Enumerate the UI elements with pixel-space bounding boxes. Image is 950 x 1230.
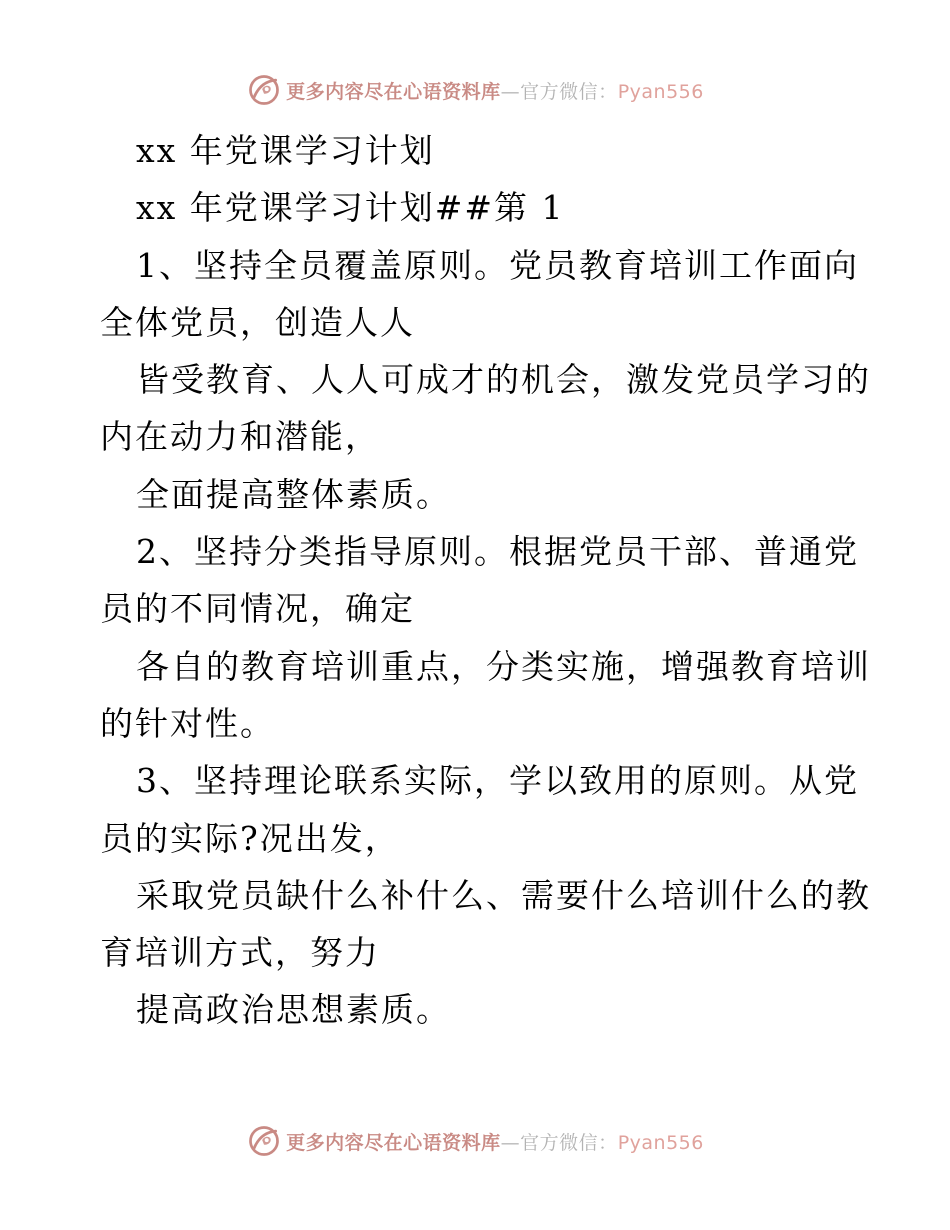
paragraph-line: 皆受教育、人人可成才的机会，激发党员学习的 (136, 360, 871, 400)
watermark-separator: — (500, 1131, 521, 1154)
watermark-text (286, 77, 704, 104)
paragraph-line: 全面提高整体素质。 (136, 474, 451, 514)
paragraph-line: 员的实际?况出发， (100, 818, 400, 858)
paragraph-line: 采取党员缺什么补什么、需要什么培训什么的教 (136, 875, 871, 915)
watermark-label: 官方微信： (520, 1131, 618, 1154)
paragraph-line: 育培训方式，努力 (100, 933, 380, 973)
watermark-main-text: 更多内容尽在心语资料库 (286, 80, 501, 103)
watermark-wechat-id: Pyan556 (617, 1131, 704, 1154)
paragraph-line: 内在动力和潜能， (100, 417, 380, 457)
watermark-group (246, 72, 704, 108)
watermark-main-text: 更多内容尽在心语资料库 (286, 1131, 501, 1154)
flower-seal-icon (246, 1123, 282, 1159)
paragraph-line: 员的不同情况，确定 (100, 589, 415, 629)
watermark-group (246, 1123, 704, 1159)
watermark-label: 官方微信： (520, 80, 618, 103)
paragraph-line: 的针对性。 (100, 703, 275, 743)
footer-watermark (0, 1121, 950, 1161)
watermark-separator: — (500, 80, 521, 103)
watermark-wechat-id: Pyan556 (617, 80, 704, 103)
watermark-text (286, 1128, 704, 1155)
paragraph-line: 3、坚持理论联系实际，学以致用的原则。从党 (136, 761, 859, 801)
paragraph-line: 全体党员，创造人人 (100, 302, 415, 342)
paragraph-line: 各自的教育培训重点，分类实施，增强教育培训 (136, 646, 871, 686)
paragraph-line: 1、坚持全员覆盖原则。党员教育培训工作面向 (136, 245, 859, 285)
paragraph-line: 2、坚持分类指导原则。根据党员干部、普通党 (136, 532, 859, 572)
flower-seal-icon (246, 72, 282, 108)
document-subtitle: xx 年党课学习计划##第 1 (136, 188, 565, 228)
header-watermark (0, 70, 950, 110)
document-body (100, 122, 871, 1039)
document-title: xx 年党课学习计划 (136, 131, 435, 170)
paragraph-line: 提高政治思想素质。 (136, 990, 451, 1030)
